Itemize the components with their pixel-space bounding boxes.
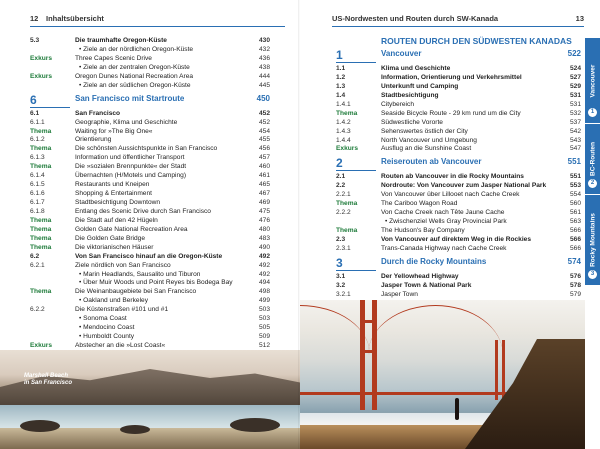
toc-entry (30, 154, 270, 163)
toc-page: 444 (258, 72, 270, 80)
toc-page: 483 (258, 234, 270, 242)
toc-title: Geographie, Klima und Geschichte (75, 118, 178, 126)
toc-page: 503 (258, 315, 270, 323)
toc-subentry (30, 279, 270, 288)
toc-entry (30, 306, 270, 315)
toc-entry (30, 128, 270, 137)
toc-number: 1.1 (336, 65, 346, 72)
bullet-icon: • (385, 218, 390, 226)
toc-title: Die schönsten Aussichtspunkte in San Francisco (75, 145, 218, 153)
toc-page: 492 (258, 261, 270, 269)
toc-title: North Vancouver und Umgebung (381, 136, 477, 144)
left-header-rule (30, 26, 285, 27)
toc-title: • Ziele an der zentralen Oregon-Küste (79, 63, 190, 71)
chapter-rule (336, 270, 376, 271)
toc-entry (30, 37, 270, 46)
toc-entry (30, 217, 270, 226)
toc-page: 498 (258, 288, 270, 296)
chapter-title: Reiserouten ab Vancouver (381, 157, 482, 167)
toc-subentry (30, 333, 270, 342)
toc-title: Von Vancouver über Lillooet nach Cache Creek (381, 191, 520, 199)
toc-number: Thema (30, 234, 52, 242)
toc-page: 480 (258, 225, 270, 233)
toc-subentry (30, 82, 270, 91)
chapter-number: 1 (336, 48, 343, 62)
toc-title: Stadtbesichtigung Downtown (75, 199, 161, 206)
toc-title: Shopping & Entertainment (75, 190, 152, 198)
toc-title: Jasper Town (381, 290, 418, 298)
toc-page: 576 (569, 272, 581, 280)
toc-title: • Oakland und Berkeley (79, 297, 149, 305)
toc-number: 6.1.1 (30, 118, 45, 126)
toc-entry (30, 244, 270, 253)
toc-title: Three Capes Scenic Drive (75, 54, 152, 62)
toc-page: 566 (569, 227, 581, 234)
toc-title: Die Golden Gate Bridge (75, 234, 146, 242)
toc-number: 2.1 (336, 173, 346, 181)
toc-page: 490 (258, 243, 270, 251)
toc-number: 6.1.4 (30, 172, 45, 180)
toc-number: 2.3.1 (336, 244, 351, 252)
toc-number: 6.2 (30, 252, 40, 260)
toc-number: 6.1.5 (30, 181, 45, 189)
toc-entry (30, 136, 270, 145)
toc-page: 532 (569, 109, 581, 117)
toc-number: Exkurs (30, 72, 52, 80)
toc-subentry (336, 218, 581, 227)
toc-entry (336, 137, 581, 146)
toc-page: 566 (569, 244, 581, 252)
photo-caption: Marshall Beach in San Francisco (24, 373, 73, 386)
toc-number: 2.2.2 (336, 209, 351, 217)
bullet-icon: • (79, 81, 84, 89)
toc-number: Thema (336, 200, 358, 208)
toc-number: 3.2 (336, 281, 346, 289)
toc-page: 476 (258, 216, 270, 224)
toc-page: 527 (569, 73, 581, 81)
toc-entry (30, 73, 270, 82)
toc-number: 1.2 (336, 73, 346, 81)
toc-page: 467 (258, 190, 270, 198)
bullet-icon: • (79, 270, 84, 278)
toc-page: 452 (258, 109, 270, 117)
toc-page: 553 (569, 182, 581, 190)
toc-number: 1.4 (336, 91, 346, 99)
chapter-page: 551 (567, 157, 581, 167)
toc-number: 2.2 (336, 182, 346, 190)
chapter-page: 450 (256, 93, 270, 103)
tab-number-3: 3 (588, 270, 597, 279)
toc-number: Thema (336, 109, 358, 117)
toc-page: 494 (258, 279, 270, 287)
toc-entry (336, 200, 581, 209)
toc-title: Information, Orientierung und Verkehrsmittel (381, 73, 522, 81)
golden-gate-photo (300, 300, 585, 449)
toc-title: Die viktorianischen Häuser (75, 243, 154, 251)
toc-page: 560 (569, 200, 581, 208)
toc-number: 2.2.1 (336, 191, 351, 199)
toc-title: Stadtbesichtigung (381, 91, 439, 99)
toc-page: 554 (569, 191, 581, 199)
toc-title: • Mendocino Coast (79, 324, 135, 332)
toc-page: 531 (569, 91, 581, 99)
toc-title: Die Weinanbaugebiete bei San Francisco (75, 288, 197, 296)
toc-page: 537 (569, 118, 581, 126)
toc-page: 529 (569, 82, 581, 90)
toc-title: The Cariboo Wagon Road (381, 200, 458, 208)
toc-title: Routen ab Vancouver in die Rocky Mountains (381, 173, 524, 181)
toc-number: 1.3 (336, 82, 346, 90)
toc-title: Die »sozialen Brennpunkte« der Stadt (75, 163, 187, 171)
toc-page: 455 (258, 136, 270, 144)
toc-entry (336, 182, 581, 191)
toc-entry (336, 236, 581, 245)
toc-number: 6.2.1 (30, 261, 45, 269)
toc-entry (30, 262, 270, 271)
toc-subentry (30, 46, 270, 55)
toc-title: San Francisco (75, 109, 121, 117)
right-toc (336, 46, 581, 309)
toc-title: Ausflug an die Sunshine Coast (381, 145, 472, 153)
toc-entry (30, 145, 270, 154)
toc-page: 547 (569, 145, 581, 153)
toc-title: • Ziele an der nördlichen Oregon-Küste (79, 45, 194, 53)
tab-number-2: 2 (588, 179, 597, 188)
toc-title: Seaside Bicycle Route - 29 km rund um die City (381, 109, 521, 117)
toc-title: • Sonoma Coast (79, 315, 127, 323)
toc-entry (336, 282, 581, 291)
bullet-icon: • (79, 297, 84, 305)
toc-number: 6.2.2 (30, 306, 45, 314)
toc-page: 445 (258, 81, 270, 89)
toc-entry (336, 291, 581, 300)
chapter-heading (336, 256, 581, 272)
toc-page: 492 (258, 252, 270, 260)
left-photo (0, 350, 300, 449)
toc-title: Klima und Geschichte (381, 65, 451, 72)
right-header (332, 14, 584, 26)
toc-title: The Hudson's Bay Company (381, 227, 465, 234)
toc-page: 512 (258, 342, 270, 349)
toc-entry (336, 65, 581, 74)
toc-entry (30, 288, 270, 297)
toc-number: 1.4.3 (336, 127, 351, 135)
person-silhouette (455, 398, 459, 420)
toc-page: 551 (569, 173, 581, 181)
chapter-heading (336, 48, 581, 64)
toc-page: 469 (258, 199, 270, 206)
toc-entry (336, 128, 581, 137)
toc-subentry (30, 324, 270, 333)
toc-page: 452 (258, 118, 270, 126)
toc-number: 1.4.4 (336, 136, 351, 144)
bullet-icon: • (79, 63, 84, 71)
toc-subentry (30, 315, 270, 324)
toc-number: Thema (30, 216, 52, 224)
tab-vancouver[interactable]: Vancouver 1 (585, 38, 600, 123)
toc-number: Thema (30, 288, 52, 296)
bullet-icon: • (79, 333, 84, 341)
toc-subentry (30, 64, 270, 73)
toc-number: 6.1.3 (30, 154, 45, 162)
toc-entry (30, 253, 270, 262)
bullet-icon: • (79, 45, 84, 53)
toc-page: 460 (258, 163, 270, 171)
section-title: ROUTEN DURCH DEN SÜDWESTEN KANADAS (381, 36, 572, 46)
chapter-page: 522 (567, 49, 581, 58)
toc-title: Jasper Town & National Park (381, 281, 472, 289)
left-header-title: Inhaltsübersicht (46, 14, 104, 23)
toc-title: Entlang des Scenic Drive durch San Francisco (75, 207, 211, 215)
toc-number: 1.4.1 (336, 100, 351, 108)
toc-page: 438 (258, 63, 270, 71)
toc-title: Golden Gate National Recreation Area (75, 225, 188, 233)
toc-page: 542 (569, 127, 581, 135)
left-header (30, 14, 285, 26)
toc-page: 505 (258, 324, 270, 332)
toc-title: Restaurants und Kneipen (75, 181, 150, 189)
toc-title: Trans-Canada Highway nach Cache Creek (381, 244, 507, 252)
toc-page: 578 (569, 281, 581, 289)
toc-page: 430 (258, 37, 270, 44)
chapter-number: 2 (336, 156, 343, 171)
toc-number: 6.1 (30, 109, 40, 117)
chapter-number: 3 (336, 255, 343, 270)
toc-number: Thema (30, 163, 52, 171)
toc-entry (30, 235, 270, 244)
bullet-icon: • (79, 279, 84, 287)
toc-title: Oregon Dunes National Recreation Area (75, 72, 194, 80)
chapter-rule (336, 62, 376, 63)
toc-page: 566 (569, 235, 581, 243)
toc-number: Thema (30, 145, 52, 153)
toc-title: Von Vancouver auf direktem Weg in die Rockies (381, 235, 531, 243)
chapter-number: 6 (30, 92, 37, 107)
toc-page: 503 (258, 306, 270, 314)
toc-entry (336, 92, 581, 101)
chapter-rule (30, 107, 70, 108)
toc-title: Ziele nördlich von San Francisco (75, 261, 171, 269)
right-header-title: US-Nordwesten und Routen durch SW-Kanada (332, 14, 499, 23)
toc-title: Der Yellowhead Highway (381, 272, 459, 280)
toc-page: 509 (258, 333, 270, 341)
toc-entry (30, 119, 270, 128)
toc-title: Sehenswertes östlich der City (381, 127, 468, 135)
toc-entry (30, 226, 270, 235)
left-page-number: 12 (30, 14, 39, 23)
toc-page: 454 (258, 127, 270, 135)
toc-page: 561 (569, 209, 581, 217)
toc-number: Thema (30, 243, 52, 251)
toc-entry (30, 181, 270, 190)
toc-number: 5.3 (30, 37, 40, 44)
tab-rocky-mountains[interactable]: Rocky Mountains 3 (585, 195, 600, 285)
toc-entry (336, 173, 581, 182)
toc-page: 531 (569, 100, 581, 108)
toc-title: Übernachten (H/Motels und Camping) (75, 172, 187, 180)
toc-entry (336, 74, 581, 83)
toc-entry (30, 163, 270, 172)
toc-page: 432 (258, 45, 270, 53)
toc-entry (336, 273, 581, 282)
left-toc (30, 37, 270, 360)
tab-bc-routen[interactable]: BC-Routen 2 (585, 124, 600, 194)
toc-title: Südwestliche Vororte (381, 118, 443, 126)
toc-title: Die traumhafte Oregon-Küste (75, 37, 167, 44)
toc-title: Nordroute: Von Vancouver zum Jasper National Park (381, 182, 547, 190)
toc-number: 1.4.2 (336, 118, 351, 126)
toc-entry (30, 55, 270, 64)
toc-title: Waiting for »The Big One« (75, 127, 153, 135)
toc-entry (336, 209, 581, 218)
chapter-heading (30, 93, 270, 109)
toc-entry (336, 227, 581, 236)
toc-title: Die Stadt auf den 42 Hügeln (75, 216, 158, 224)
toc-entry (30, 172, 270, 181)
toc-entry (30, 110, 270, 119)
toc-number: 2.3 (336, 235, 346, 243)
right-header-rule (332, 26, 584, 27)
toc-title: • Marin Headlands, Sausalito und Tiburon (79, 270, 201, 278)
toc-page: 461 (258, 172, 270, 180)
toc-page: 543 (569, 136, 581, 144)
toc-title: Orientierung (75, 136, 112, 144)
toc-number: 6.1.7 (30, 199, 45, 206)
chapter-title: Durch die Rocky Mountains (381, 256, 487, 266)
toc-page: 563 (569, 218, 581, 226)
toc-title: • Ziele an der südlichen Oregon-Küste (79, 81, 191, 89)
toc-entry (30, 190, 270, 199)
toc-number: 3.2.1 (336, 290, 351, 298)
chapter-page: 574 (567, 256, 581, 266)
toc-number: 6.1.6 (30, 190, 45, 198)
toc-page: 436 (258, 54, 270, 62)
toc-number: Exkurs (336, 145, 358, 153)
bullet-icon: • (79, 324, 84, 332)
toc-page: 524 (569, 65, 581, 72)
toc-page: 499 (258, 297, 270, 305)
toc-title: Unterkunft und Camping (381, 82, 459, 90)
toc-title: Information und öffentlicher Transport (75, 154, 185, 162)
toc-title: • Zwischenziel Wells Gray Provincial Park (385, 218, 507, 226)
toc-subentry (30, 297, 270, 306)
chapter-heading (336, 156, 581, 172)
toc-entry (336, 245, 581, 254)
toc-entry (336, 119, 581, 128)
toc-number: 6.1.2 (30, 136, 45, 144)
toc-number: Exkurs (30, 342, 52, 349)
toc-title: Von San Francisco hinauf an die Oregon-Küste (75, 252, 223, 260)
toc-entry (30, 208, 270, 217)
toc-page: 456 (258, 145, 270, 153)
tab-number-1: 1 (588, 108, 597, 117)
toc-number: 3.1 (336, 272, 346, 280)
chapter-rule (336, 170, 376, 171)
toc-title: Von Cache Creek nach Tête Jaune Cache (381, 209, 505, 217)
toc-number: 6.1.8 (30, 207, 45, 215)
toc-entry (336, 101, 581, 110)
toc-title: Abstecher an die »Lost Coast« (75, 342, 166, 349)
toc-entry (336, 191, 581, 200)
toc-page: 492 (258, 270, 270, 278)
toc-entry (336, 110, 581, 119)
toc-title: Die Küstenstraßen #101 und #1 (75, 306, 169, 314)
toc-number: Thema (336, 227, 358, 234)
toc-title: Citybereich (381, 100, 414, 108)
toc-entry (30, 199, 270, 208)
toc-title: • Über Muir Woods und Point Reyes bis Bodega Bay (79, 279, 233, 287)
toc-title: • Humboldt County (79, 333, 135, 341)
toc-page: 475 (258, 207, 270, 215)
bullet-icon: • (79, 315, 84, 323)
toc-page: 579 (569, 290, 581, 298)
chapter-title: Vancouver (381, 49, 422, 58)
toc-entry (336, 145, 581, 154)
toc-number: Exkurs (30, 54, 52, 62)
right-page-number: 13 (575, 14, 584, 23)
toc-entry (336, 83, 581, 92)
toc-page: 457 (258, 154, 270, 162)
toc-number: Thema (30, 225, 52, 233)
chapter-title: San Francisco mit Startroute (75, 93, 185, 103)
toc-number: Thema (30, 127, 52, 135)
toc-page: 465 (258, 181, 270, 189)
